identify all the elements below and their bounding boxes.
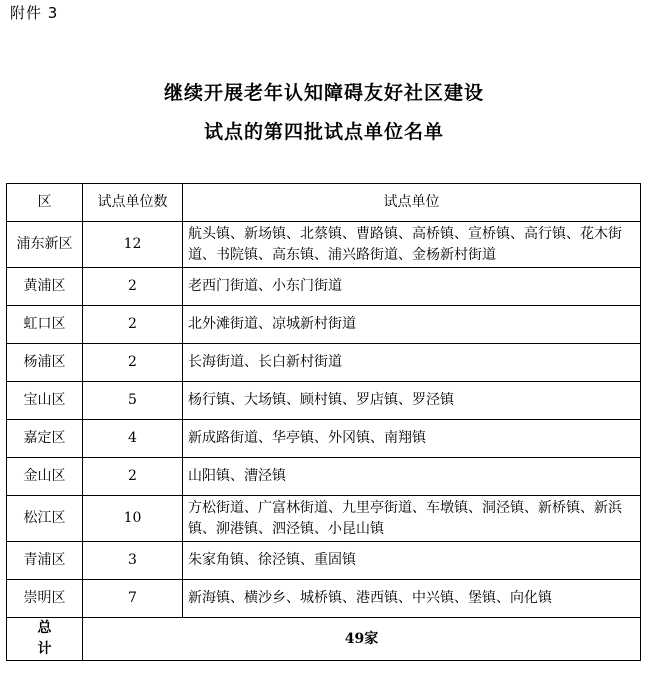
units-cell: 新海镇、横沙乡、城桥镇、港西镇、中兴镇、堡镇、向化镇 xyxy=(183,580,641,618)
document-title-line-1: 继续开展老年认知障碍友好社区建设 xyxy=(163,82,484,104)
total-label: 总 计 xyxy=(7,618,83,661)
table-row xyxy=(7,268,641,306)
table-row xyxy=(7,542,641,580)
header-units: 试点单位 xyxy=(183,184,641,222)
district-cell: 虹口区 xyxy=(7,306,83,344)
units-cell: 杨行镇、大场镇、顾村镇、罗店镇、罗泾镇 xyxy=(183,382,641,420)
table-row xyxy=(7,344,641,382)
district-cell: 浦东新区 xyxy=(7,222,83,268)
units-cell: 方松街道、广富林街道、九里亭街道、车墩镇、洞泾镇、新桥镇、新浜镇、泖港镇、泗泾镇、小昆山镇 xyxy=(183,496,641,542)
attachment-label: 附件 3 xyxy=(10,4,59,22)
total-value: 49家 xyxy=(83,618,641,661)
count-cell: 5 xyxy=(83,382,183,420)
table-row xyxy=(7,420,641,458)
header-district: 区 xyxy=(7,184,83,222)
table-row xyxy=(7,458,641,496)
count-cell: 2 xyxy=(83,268,183,306)
count-cell: 3 xyxy=(83,542,183,580)
count-cell: 7 xyxy=(83,580,183,618)
units-cell: 山阳镇、漕泾镇 xyxy=(183,458,641,496)
units-cell: 北外滩街道、凉城新村街道 xyxy=(183,306,641,344)
district-cell: 宝山区 xyxy=(7,382,83,420)
district-cell: 黄浦区 xyxy=(7,268,83,306)
header-count: 试点单位数 xyxy=(83,184,183,222)
units-cell: 新成路街道、华亭镇、外冈镇、南翔镇 xyxy=(183,420,641,458)
table-row xyxy=(7,580,641,618)
table-row xyxy=(7,382,641,420)
count-cell: 12 xyxy=(83,222,183,268)
district-cell: 嘉定区 xyxy=(7,420,83,458)
district-cell: 杨浦区 xyxy=(7,344,83,382)
count-cell: 2 xyxy=(83,458,183,496)
count-cell: 2 xyxy=(83,306,183,344)
district-cell: 青浦区 xyxy=(7,542,83,580)
units-cell: 朱家角镇、徐泾镇、重固镇 xyxy=(183,542,641,580)
pilot-units-table xyxy=(6,183,641,661)
table-row xyxy=(7,306,641,344)
district-cell: 金山区 xyxy=(7,458,83,496)
table-row xyxy=(7,496,641,542)
count-cell: 10 xyxy=(83,496,183,542)
total-row xyxy=(7,618,641,661)
district-cell: 崇明区 xyxy=(7,580,83,618)
units-cell: 长海街道、长白新村街道 xyxy=(183,344,641,382)
units-cell: 老西门街道、小东门街道 xyxy=(183,268,641,306)
table-header-row xyxy=(7,184,641,222)
count-cell: 4 xyxy=(83,420,183,458)
count-cell: 2 xyxy=(83,344,183,382)
table-row xyxy=(7,222,641,268)
document-title-line-2: 试点的第四批试点单位名单 xyxy=(203,121,444,143)
units-cell: 航头镇、新场镇、北蔡镇、曹路镇、高桥镇、宣桥镇、高行镇、花木街道、书院镇、高东镇、浦兴路街道、金杨新村街道 xyxy=(183,222,641,268)
district-cell: 松江区 xyxy=(7,496,83,542)
